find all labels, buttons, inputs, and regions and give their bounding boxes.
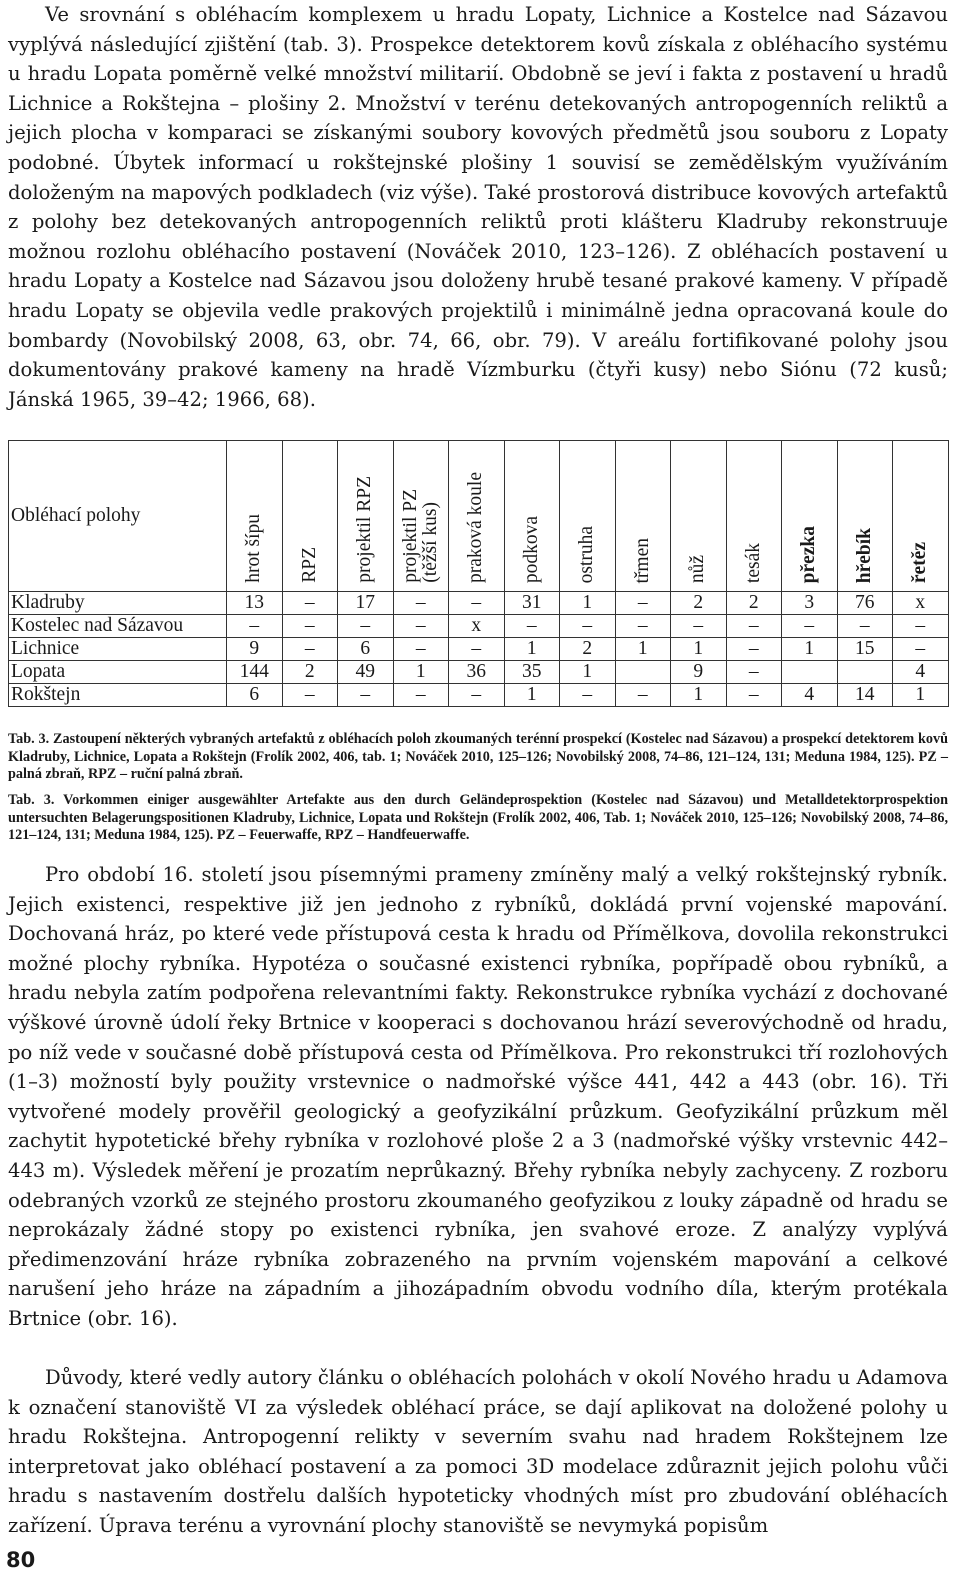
table-cell <box>782 661 838 684</box>
table-cell: 4 <box>782 684 838 707</box>
table-cell: 49 <box>338 661 394 684</box>
table-cell: – <box>282 638 338 661</box>
table-cell: 1 <box>615 638 671 661</box>
table-cell <box>837 661 893 684</box>
table-cell: 1 <box>393 661 449 684</box>
table-cell: – <box>393 592 449 615</box>
col-header-trmen: třmen <box>615 441 671 592</box>
table-cell: – <box>393 638 449 661</box>
table-cell: – <box>227 615 283 638</box>
table-cell: – <box>449 638 505 661</box>
table-cell: – <box>726 615 782 638</box>
table-cell: 1 <box>671 684 727 707</box>
table-cell: 14 <box>837 684 893 707</box>
site-name-cell: Kladruby <box>9 592 227 615</box>
col-header-hrot-sipu: hrot šípu <box>227 441 283 592</box>
artifact-table <box>8 440 949 707</box>
body-paragraph-2: Pro období 16. století jsou písemnými prameny zmíněny malý a velký rokštejnský rybník. Jejich existenci, respektive již jen jednoho z rybníků, dokládá první vojenské mapování. Dochovaná hráz, po které vede přístupová cesta k hradu od Přímělkova, dovolila rekonstrukci možné plochy rybníka. Hypotéza o současné existenci rybníka, popřípadě obou rybníků, a hradu nebyla zatím podpořena relevantními fakty. Rekonstrukce rybníka vychází z dochované výškové úrovně údolí řeky Brtnice v kooperaci s dochovanou hrází severovýchodně od hradu, po níž vede v současné době přístupová cesta od Přímělkova. Pro rekonstrukci tří rozlohových (1–3) možností byly použity vrstevnice o nadmořské výšce 441, 442 a 443 (obr. 16). Tři vytvořené modely prověřil geologický a geofyzikální průzkum. Geofyzikální průzkum měl zachytit hypotetické břehy rybníka v rozlohové ploše 2 a 3 (nadmořské výšky vrstevnic 442–443 m). Výsledek měření je prozatím neprůkazný. Břehy rybníka nebyly zachyceny. Z rozboru odebraných vzorků ze stejného prostoru zkoumaného geofyzikou z louky západně od hradu se neprokázaly žádné stopy po existenci rybníka, jen svahové eroze. Z analýzy vyplývá předimenzování hráze rybníka zobrazeného na prvním vojenském mapování a celkové narušení jeho hráze na západním a jihozápadním obvodu vodního díla, kterým protékala Brtnice (obr. 16). <box>8 863 948 1330</box>
site-column-header: Obléhací polohy <box>9 441 227 592</box>
table-cell: 36 <box>449 661 505 684</box>
table-cell: – <box>837 615 893 638</box>
body-paragraph-1: Ve srovnání s obléhacím komplexem u hradu Lopaty, Lichnice a Kostelce nad Sázavou vyplývá následující zjištění (tab. 3). Prospekce detektorem kovů získala z obléhacího systému u hradu Lopata poměrně velké množství militarií. Obdobně se jeví i fakta z postavení u hradů Lichnice a Rokštejna – plošiny 2. Množství v terénu detekovaných antropogenních reliktů a jejich plocha v komparaci se získanými soubory kovových předmětů jsou souboru z Lopaty podobné. Úbytek informací u rokštejnské plošiny 1 souvisí se zemědělským využíváním doloženým na mapových podkladech (viz výše). Také prostorová distribuce kovových artefaktů z polohy bez detekovaných antropogenních reliktů proti klášteru Kladruby rekonstruuje možnou rozlohu obléhacího postavení (Nováček 2010, 123–126). Z obléhacích postavení u hradu Lopaty a Kostelce nad Sázavou jsou doloženy hrubě tesané prakové kameny. V případě hradu Lopaty se objevila vedle prakových projektilů i minimálně jedna opracovaná koule do bombardy (Novobilský 2008, 63, obr. 74, 66, obr. 79). V areálu fortifikované polohy jsou dokumentovány prakové kameny na hradě Vízmburku (čtyři kusy) nebo Siónu (72 kusů; Jánská 1965, 39–42; 1966, 68). <box>8 3 948 411</box>
table-caption-czech: Tab. 3. Zastoupení některých vybraných artefaktů z obléhacích poloh zkoumaných terénní prospekcí (Kostelec nad Sázavou) a prospekcí detektorem kovů Kladruby, Lichnice, Lopata a Rokštejn (Frolík 2002, 406, tab. 1; Nováček 2010, 125–126; Novobilský 2008, 74–86, 121–124, 131; Meduna 1984, 125). PZ – palná zbraň, RPZ – ruční palná zbraň. <box>8 731 948 783</box>
table-cell: 76 <box>837 592 893 615</box>
artifact-table-container <box>8 440 948 707</box>
table-cell: – <box>449 684 505 707</box>
table-header-row <box>9 441 949 592</box>
site-name-cell: Lopata <box>9 661 227 684</box>
table-row <box>9 592 949 615</box>
table-cell: – <box>615 615 671 638</box>
table-cell: – <box>615 684 671 707</box>
table-cell: 1 <box>671 638 727 661</box>
table-cell: 2 <box>560 638 616 661</box>
table-cell: 13 <box>227 592 283 615</box>
col-header-projektil-pz: projektil PZ(těžší kus) <box>393 441 449 592</box>
table-row <box>9 661 949 684</box>
table-cell: – <box>726 661 782 684</box>
col-header-prezka: přezka <box>782 441 838 592</box>
table-cell <box>615 661 671 684</box>
col-header-retez: řetěz <box>893 441 949 592</box>
table-cell: 3 <box>782 592 838 615</box>
table-cell: – <box>393 615 449 638</box>
table-cell: 1 <box>504 684 560 707</box>
table-cell: – <box>282 592 338 615</box>
table-cell: 9 <box>227 638 283 661</box>
table-cell: – <box>893 638 949 661</box>
table-caption-german: Tab. 3. Vorkommen einiger ausgewählter Artefakte aus den durch Geländeprospektion (Kostelec nad Sázavou) und Metalldetektorprospektion untersuchten Belagerungspositionen Kladruby, Lichnice, Lopata und Rokštejn (Frolík 2002, 406, Tab. 1; Nováček 2010, 125–126; Novobilský 2008, 74–86, 121–124, 131; Meduna 1984, 125). PZ – Feuerwaffe, RPZ – Handfeuerwaffe. <box>8 792 948 844</box>
site-name-cell: Lichnice <box>9 638 227 661</box>
table-cell: – <box>893 615 949 638</box>
table-cell: 1 <box>782 638 838 661</box>
table-cell: – <box>338 615 394 638</box>
table-cell: 1 <box>504 638 560 661</box>
col-header-nuz: nůž <box>671 441 727 592</box>
table-cell: 1 <box>893 684 949 707</box>
page-number: 80 <box>6 1548 36 1572</box>
table-cell: 2 <box>726 592 782 615</box>
table-cell: 2 <box>282 661 338 684</box>
table-cell: x <box>449 615 505 638</box>
table-cell: 9 <box>671 661 727 684</box>
table-cell: – <box>671 615 727 638</box>
col-header-prakova-koule: praková koule <box>449 441 505 592</box>
table-cell: 2 <box>671 592 727 615</box>
table-cell: 1 <box>560 592 616 615</box>
col-header-tesak: tesák <box>726 441 782 592</box>
table-cell: – <box>449 592 505 615</box>
table-cell: – <box>560 684 616 707</box>
table-cell: 144 <box>227 661 283 684</box>
table-cell: – <box>282 684 338 707</box>
col-header-podkova: podkova <box>504 441 560 592</box>
site-name-cell: Rokštejn <box>9 684 227 707</box>
table-cell: – <box>615 592 671 615</box>
table-cell: – <box>282 615 338 638</box>
col-header-rpz: RPZ <box>282 441 338 592</box>
table-cell: 6 <box>227 684 283 707</box>
table-cell: – <box>726 684 782 707</box>
table-cell: x <box>893 592 949 615</box>
table-cell: 1 <box>560 661 616 684</box>
table-cell: 17 <box>338 592 394 615</box>
table-cell: – <box>560 615 616 638</box>
table-row <box>9 615 949 638</box>
col-header-hrebik: hřebík <box>837 441 893 592</box>
col-header-ostruha: ostruha <box>560 441 616 592</box>
table-cell: 35 <box>504 661 560 684</box>
table-cell: – <box>393 684 449 707</box>
table-row <box>9 638 949 661</box>
table-cell: – <box>504 615 560 638</box>
table-cell: 31 <box>504 592 560 615</box>
col-header-projektil-rpz: projektil RPZ <box>338 441 394 592</box>
table-cell: – <box>782 615 838 638</box>
table-cell: – <box>338 684 394 707</box>
table-cell: 15 <box>837 638 893 661</box>
body-paragraph-3: Důvody, které vedly autory článku o obléhacích polohách v okolí Nového hradu u Adamova k označení stanoviště VI za výsledek obléhací práce, se dají aplikovat na doložené polohy u hradu Rokštejna. Antropogenní relikty v severním svahu nad hradem Rokštejnem lze interpretovat jako obléhací postavení a za pomoci 3D modelace zdůraznit jejich polohu vůči hradu s nastavením dostřelu dalších hypoteticky vhodných míst pro zbudování obléhacích zařízení. Úprava terénu a vyrovnání plochy stanoviště se nevymyká popisům <box>8 1366 948 1537</box>
table-cell: 6 <box>338 638 394 661</box>
table-cell: – <box>726 638 782 661</box>
site-name-cell: Kostelec nad Sázavou <box>9 615 227 638</box>
table-row <box>9 684 949 707</box>
table-cell: 4 <box>893 661 949 684</box>
